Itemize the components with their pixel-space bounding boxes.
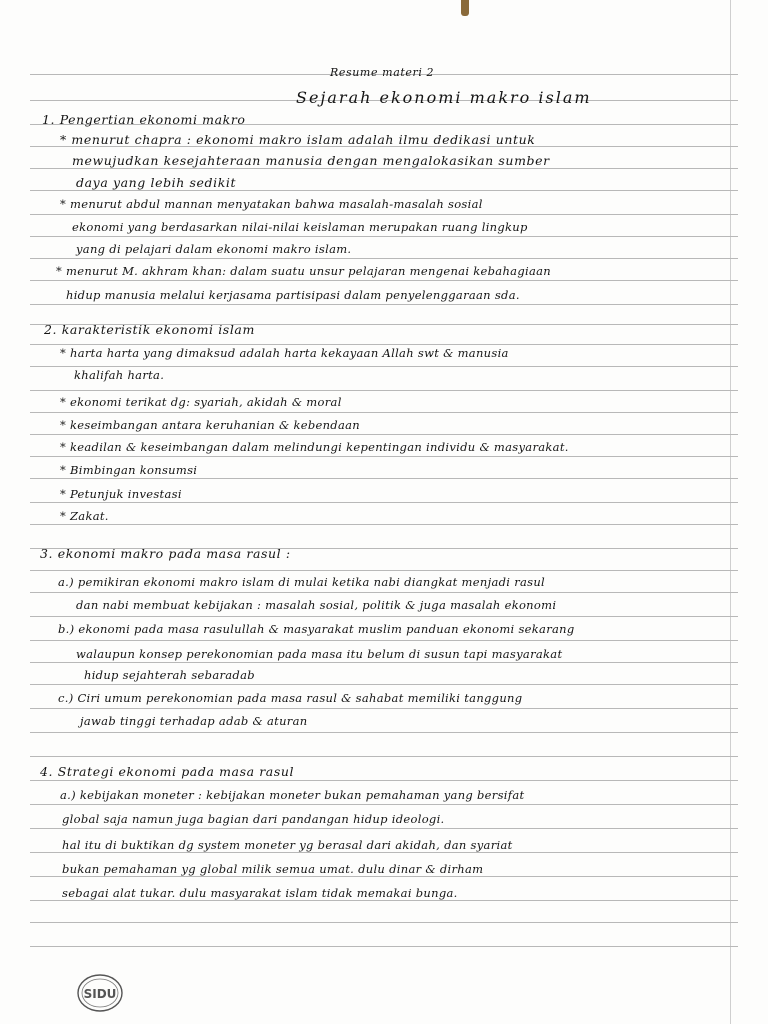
ruled-line bbox=[30, 366, 738, 367]
section-3-line: walaupun konsep perekonomian pada masa itu belum di susun tapi masyarakat bbox=[76, 647, 563, 661]
ruled-line bbox=[30, 780, 738, 781]
page-edge-line bbox=[730, 0, 731, 1024]
section-1-line: ekonomi yang berdasarkan nilai-nilai keislaman merupakan ruang lingkup bbox=[72, 220, 528, 234]
ruled-line bbox=[30, 304, 738, 305]
section-4-line: global saja namun juga bagian dari pandangan hidup ideologi. bbox=[62, 812, 445, 826]
section-1-line: hidup manusia melalui kerjasama partisipasi dalam penyelenggaraan sda. bbox=[66, 288, 520, 302]
ruled-line bbox=[30, 456, 738, 457]
ruled-line bbox=[30, 168, 738, 169]
ruled-line bbox=[30, 946, 738, 947]
section-3-line: b.) ekonomi pada masa rasulullah & masyarakat muslim panduan ekonomi sekarang bbox=[58, 622, 575, 636]
section-1-line: yang di pelajari dalam ekonomi makro islam. bbox=[76, 242, 352, 256]
section-2-line: * keseimbangan antara keruhanian & kebendaan bbox=[60, 418, 360, 432]
section-3-line: jawab tinggi terhadap adab & aturan bbox=[80, 714, 308, 728]
page-tab-mark bbox=[461, 0, 469, 16]
ruled-line bbox=[30, 684, 738, 685]
ruled-line bbox=[30, 616, 738, 617]
ruled-line bbox=[30, 412, 738, 413]
ruled-line bbox=[30, 236, 738, 237]
section-4-line: hal itu di buktikan dg system moneter yg berasal dari akidah, dan syariat bbox=[62, 838, 513, 852]
section-2-heading: 2. karakteristik ekonomi islam bbox=[44, 322, 255, 337]
section-4-line: a.) kebijakan moneter : kebijakan moneter bukan pemahaman yang bersifat bbox=[60, 788, 525, 802]
logo-text: SIDU bbox=[83, 987, 117, 1001]
section-1-line: * menurut M. akhram khan: dalam suatu unsur pelajaran mengenai kebahagiaan bbox=[56, 264, 551, 278]
section-1-line: * menurut chapra : ekonomi makro islam adalah ilmu dedikasi untuk bbox=[60, 132, 536, 147]
section-3-line: a.) pemikiran ekonomi makro islam di mulai ketika nabi diangkat menjadi rasul bbox=[58, 575, 546, 589]
ruled-line bbox=[30, 922, 738, 923]
section-3-line: dan nabi membuat kebijakan : masalah sosial, politik & juga masalah ekonomi bbox=[76, 598, 557, 612]
ruled-line bbox=[30, 592, 738, 593]
section-2-line: * harta harta yang dimaksud adalah harta kekayaan Allah swt & manusia bbox=[60, 346, 509, 360]
section-4-line: sebagai alat tukar. dulu masyarakat islam tidak memakai bunga. bbox=[62, 886, 458, 900]
ruled-line bbox=[30, 756, 738, 757]
ruled-line bbox=[30, 344, 738, 345]
ruled-line bbox=[30, 570, 738, 571]
section-2-line: * ekonomi terikat dg: syariah, akidah & moral bbox=[60, 395, 342, 409]
ruled-line bbox=[30, 876, 738, 877]
ruled-line bbox=[30, 640, 738, 641]
header-small: Resume materi 2 bbox=[330, 66, 435, 79]
page-title: Sejarah ekonomi makro islam bbox=[296, 88, 592, 107]
ruled-line bbox=[30, 280, 738, 281]
ruled-line bbox=[30, 662, 738, 663]
section-4-line: bukan pemahaman yg global milik semua umat. dulu dinar & dirham bbox=[62, 862, 484, 876]
ruled-line bbox=[30, 828, 738, 829]
ruled-line bbox=[30, 190, 738, 191]
ruled-line bbox=[30, 708, 738, 709]
section-3-heading: 3. ekonomi makro pada masa rasul : bbox=[40, 546, 291, 561]
ruled-line bbox=[30, 434, 738, 435]
ruled-line bbox=[30, 214, 738, 215]
section-3-line: hidup sejahterah sebaradab bbox=[84, 668, 255, 682]
ruled-line bbox=[30, 258, 738, 259]
ruled-line bbox=[30, 390, 738, 391]
section-2-line: khalifah harta. bbox=[74, 368, 165, 382]
ruled-line bbox=[30, 478, 738, 479]
section-2-line: * Petunjuk investasi bbox=[60, 487, 182, 501]
ruled-line bbox=[30, 804, 738, 805]
ruled-line bbox=[30, 502, 738, 503]
section-2-line: * Bimbingan konsumsi bbox=[60, 463, 198, 477]
section-1-heading: 1. Pengertian ekonomi makro bbox=[42, 112, 246, 127]
sidu-logo bbox=[76, 973, 124, 1013]
section-1-line: daya yang lebih sedikit bbox=[76, 175, 237, 190]
ruled-line bbox=[30, 732, 738, 733]
section-1-line: mewujudkan kesejahteraan manusia dengan mengalokasikan sumber bbox=[72, 153, 550, 168]
ruled-line bbox=[30, 900, 738, 901]
section-1-line: * menurut abdul mannan menyatakan bahwa masalah-masalah sosial bbox=[60, 197, 483, 211]
section-3-line: c.) Ciri umum perekonomian pada masa rasul & sahabat memiliki tanggung bbox=[58, 691, 523, 705]
section-4-heading: 4. Strategi ekonomi pada masa rasul bbox=[40, 764, 295, 779]
section-2-line: * Zakat. bbox=[60, 509, 109, 523]
ruled-line bbox=[30, 852, 738, 853]
ruled-line bbox=[30, 524, 738, 525]
section-2-line: * keadilan & keseimbangan dalam melindungi kepentingan individu & masyarakat. bbox=[60, 440, 569, 454]
